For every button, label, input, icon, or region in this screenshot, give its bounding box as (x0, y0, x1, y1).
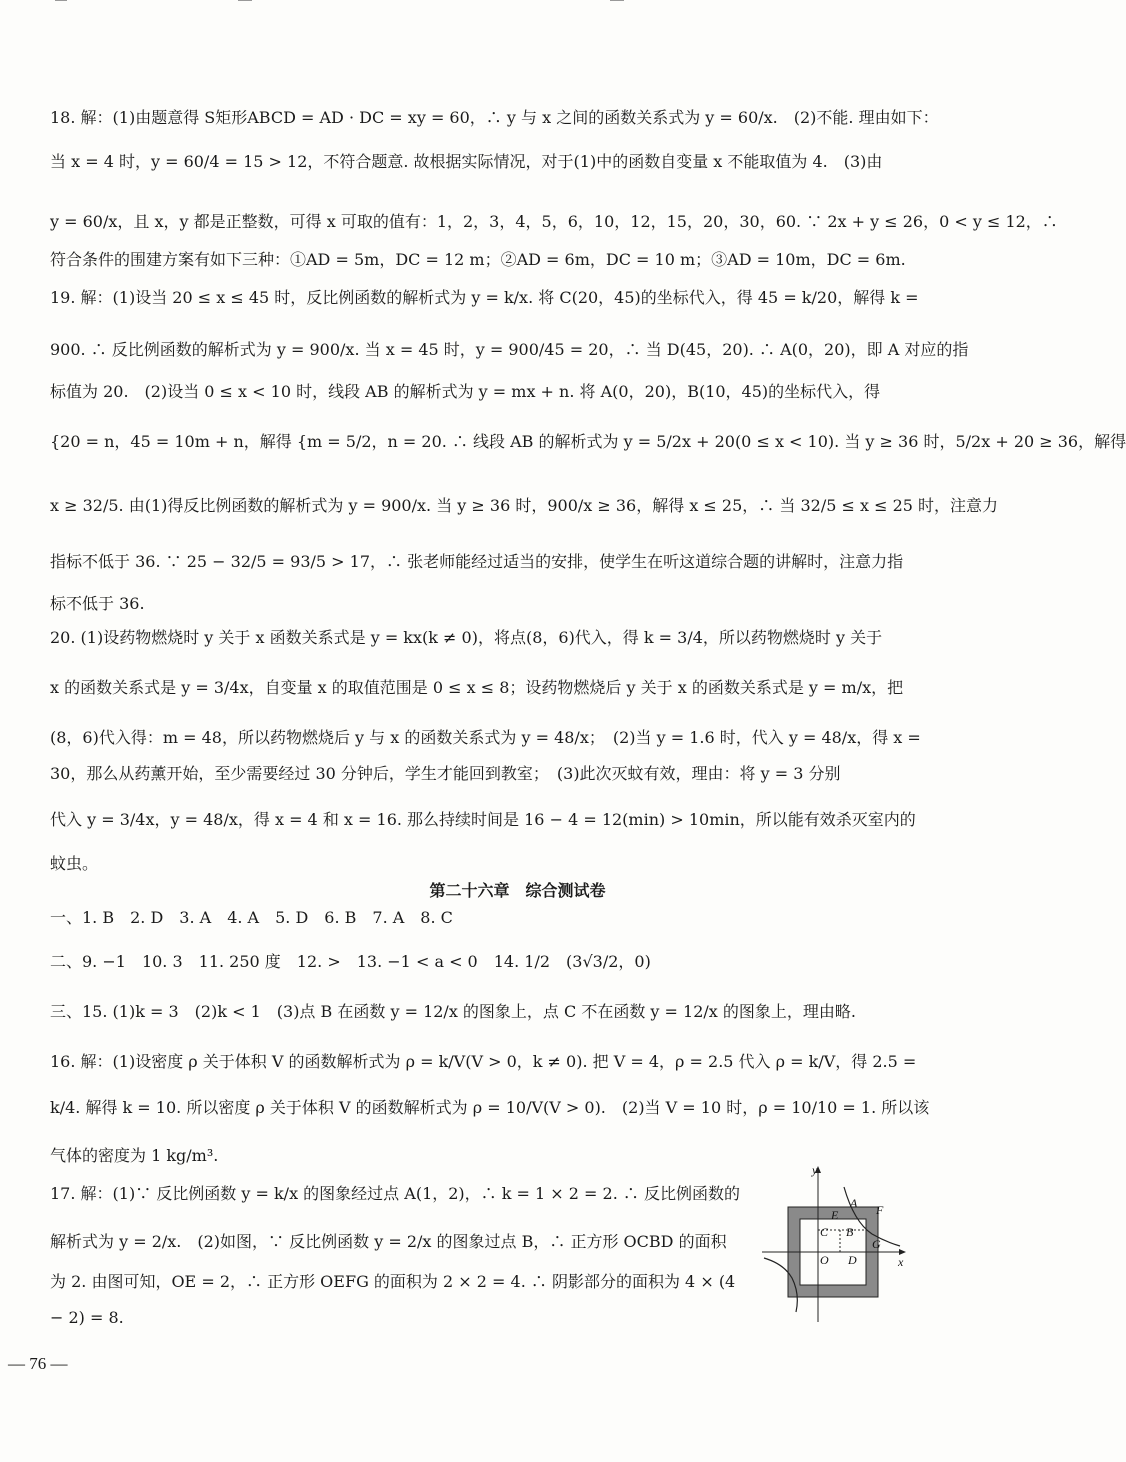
square-diagram (760, 1162, 910, 1327)
scan-mark (610, 0, 624, 1)
text-line: 当 x = 4 时，y = 60/4 = 15 > 12，不符合题意. 故根据实际情况，对于(1)中的函数自变量 x 不能取值为 4. (3)由 (50, 152, 883, 171)
text-line: 符合条件的围建方案有如下三种：①AD = 5m，DC = 12 m；②AD = 6m，DC = 10 m；③AD = 10m，DC = 6m. (50, 250, 906, 269)
label-g: G (872, 1237, 881, 1251)
text-line: (8，6)代入得：m = 48，所以药物燃烧后 y 与 x 的函数关系式为 y = 48/x； (2)当 y = 1.6 时，代入 y = 48/x，得 x = (50, 728, 921, 747)
label-o: O (820, 1253, 829, 1267)
text-line: 代入 y = 3/4x，y = 48/x，得 x = 4 和 x = 16. 那么持续时间是 16 − 4 = 12(min) > 10min，所以能有效杀灭室内的 (50, 810, 916, 829)
text-line: 解析式为 y = 2/x. (2)如图，∵ 反比例函数 y = 2/x 的图象过点 B，∴ 正方形 OCBD 的面积 (50, 1232, 727, 1251)
text-line: 标值为 20. (2)设当 0 ≤ x < 10 时，线段 AB 的解析式为 y = mx + n. 将 A(0，20)，B(10，45)的坐标代入，得 (50, 382, 881, 401)
label-a: A (850, 1196, 858, 1210)
text-line: 气体的密度为 1 kg/m³. (50, 1146, 219, 1165)
section-heading: 第二十六章 综合测试卷 (429, 881, 606, 900)
text-line: 为 2. 由图可知，OE = 2，∴ 正方形 OEFG 的面积为 2 × 2 = 4. ∴ 阴影部分的面积为 4 × (4 (50, 1272, 736, 1291)
text-line: x ≥ 32/5. 由(1)得反比例函数的解析式为 y = 900/x. 当 y ≥ 36 时，900/x ≥ 36，解得 x ≤ 25，∴ 当 32/5 ≤ x ≤ 25 时，注意力 (50, 496, 999, 515)
text-line: 17. 解：(1)∵ 反比例函数 y = k/x 的图象经过点 A(1，2)，∴ k = 1 × 2 = 2. ∴ 反比例函数的 (50, 1184, 740, 1203)
text-line: 20. (1)设药物燃烧时 y 关于 x 函数关系式是 y = kx(k ≠ 0)，将点(8，6)代入，得 k = 3/4，所以药物燃烧时 y 关于 (50, 628, 883, 647)
text-line: 蚊虫。 (50, 854, 99, 873)
label-f: F (876, 1203, 884, 1217)
label-e: E (831, 1208, 839, 1222)
text-line: 16. 解：(1)设密度 ρ 关于体积 V 的函数解析式为 ρ = k/V(V > 0，k ≠ 0). 把 V = 4，ρ = 2.5 代入 ρ = k/V，得 2.5 = (50, 1052, 917, 1071)
text-line: 30，那么从药薰开始，至少需要经过 30 分钟后，学生才能回到教室； (3)此次灭蚊有效，理由：将 y = 3 分别 (50, 764, 841, 783)
page-number: — 76 — (8, 1354, 68, 1373)
answer-line: 二、9. −1 10. 3 11. 250 度 12. > 13. −1 < a < 0 14. 1/2 (3√3/2，0) (50, 952, 651, 971)
text-line: 指标不低于 36. ∵ 25 − 32/5 = 93/5 > 17，∴ 张老师能经过适当的安排，使学生在听这道综合题的讲解时，注意力指 (50, 552, 904, 571)
text-line: k/4. 解得 k = 10. 所以密度 ρ 关于体积 V 的函数解析式为 ρ = 10/V(V > 0). (2)当 V = 10 时，ρ = 10/10 = 1. 所以该 (50, 1098, 930, 1117)
label-d: D (848, 1253, 857, 1267)
label-b: B (846, 1225, 854, 1239)
text-line: 18. 解：(1)由题意得 S矩形ABCD = AD · DC = xy = 60，∴ y 与 x 之间的函数关系式为 y = 60/x. (2)不能. 理由如下： (50, 108, 939, 127)
label-y: y (812, 1163, 818, 1177)
text-line: 900. ∴ 反比例函数的解析式为 y = 900/x. 当 x = 45 时，y = 900/45 = 20，∴ 当 D(45，20). ∴ A(0，20)，即 A 对应的指 (50, 340, 969, 359)
answer-line: 三、15. (1)k = 3 (2)k < 1 (3)点 B 在函数 y = 12/x 的图象上，点 C 不在函数 y = 12/x 的图象上，理由略. (50, 1002, 856, 1021)
text-line: 19. 解：(1)设当 20 ≤ x ≤ 45 时，反比例函数的解析式为 y = k/x. 将 C(20，45)的坐标代入，得 45 = k/20，解得 k = (50, 288, 919, 307)
text-line: {20 = n，45 = 10m + n，解得 {m = 5/2，n = 20. ∴ 线段 AB 的解析式为 y = 5/2x + 20(0 ≤ x < 10). 当 y ≥ 36 时，5/2x + 20 ≥ 36，解得 (50, 432, 1126, 451)
label-c: C (820, 1225, 829, 1239)
text-line: − 2) = 8. (50, 1308, 124, 1327)
answer-line: 一、1. B 2. D 3. A 4. A 5. D 6. B 7. A 8. C (50, 908, 453, 927)
scan-mark (238, 0, 252, 1)
scan-mark (55, 0, 67, 1)
text-line: y = 60/x，且 x，y 都是正整数，可得 x 可取的值有：1，2，3，4，5，6，10，12，15，20，30，60. ∵ 2x + y ≤ 26，0 < y ≤ 12，∴ (50, 212, 1058, 231)
text-line: x 的函数关系式是 y = 3/4x，自变量 x 的取值范围是 0 ≤ x ≤ 8；设药物燃烧后 y 关于 x 的函数关系式是 y = m/x，把 (50, 678, 904, 697)
text-line: 标不低于 36. (50, 594, 145, 613)
label-x: x (898, 1255, 904, 1269)
